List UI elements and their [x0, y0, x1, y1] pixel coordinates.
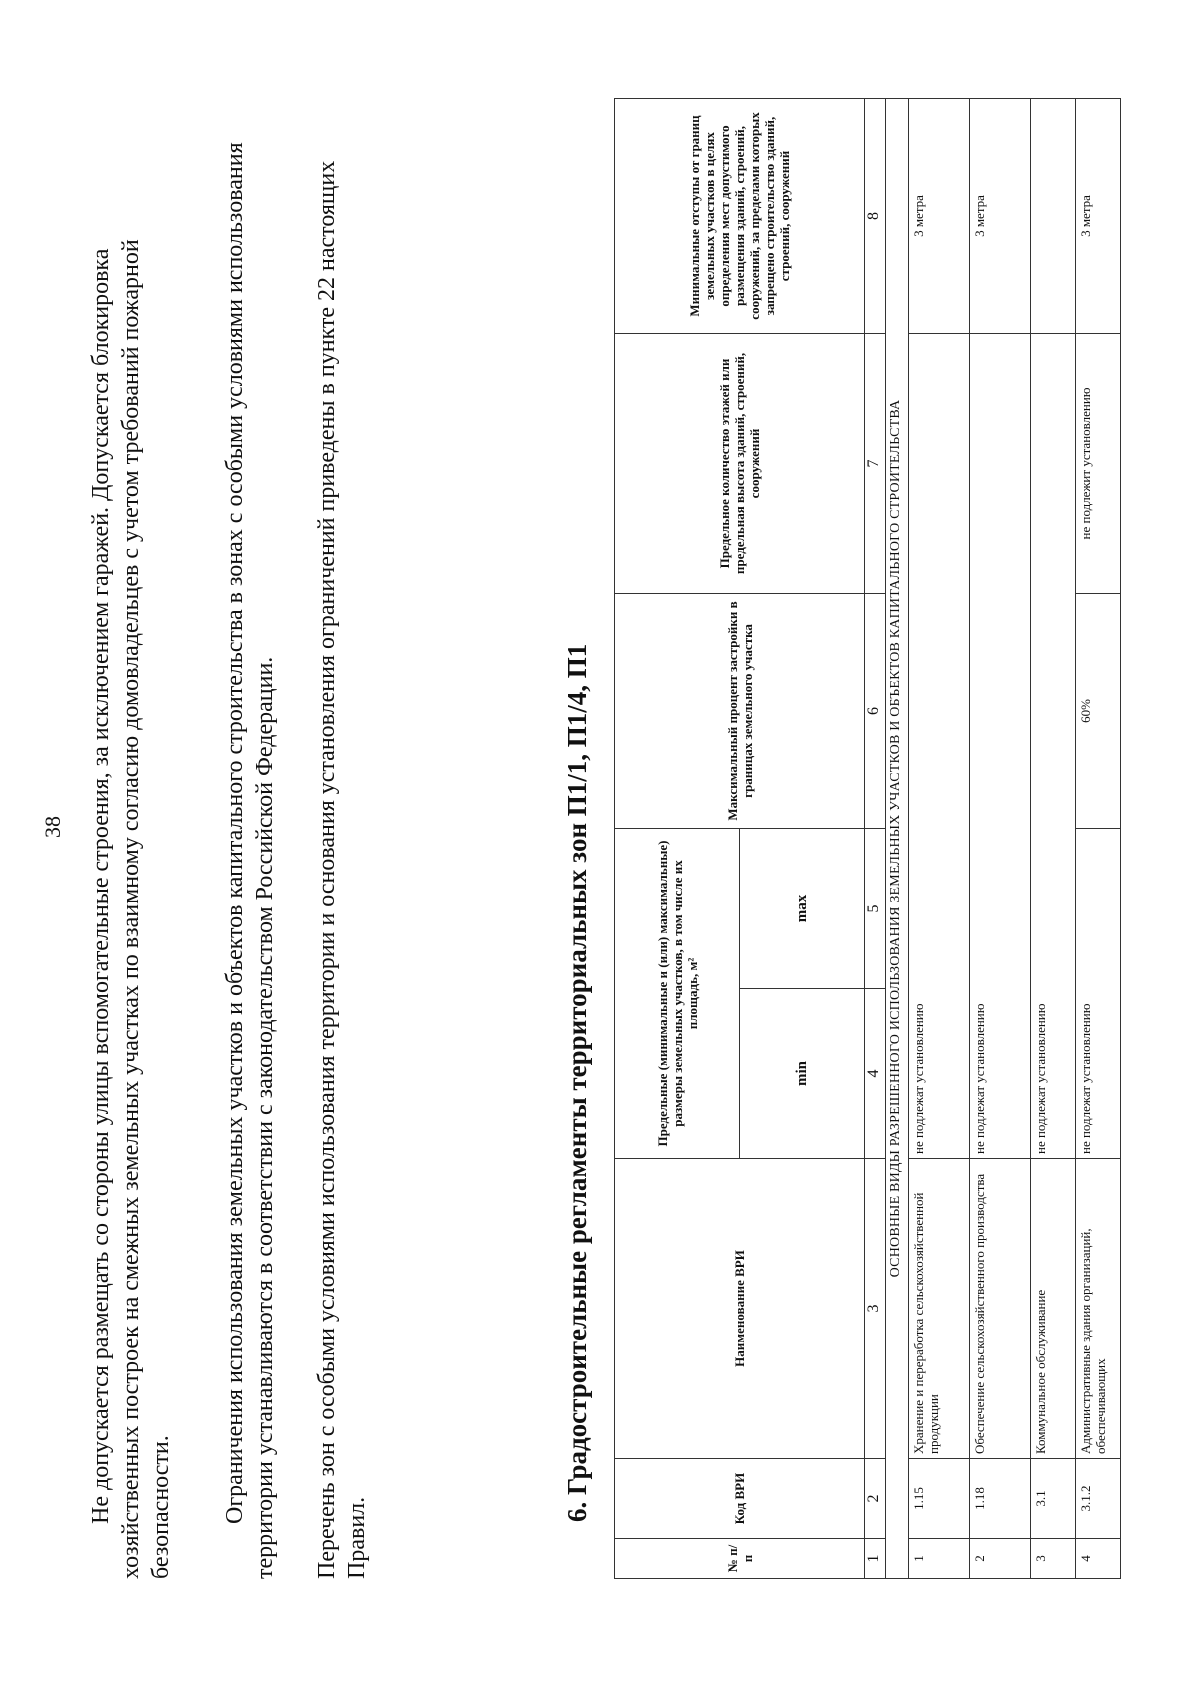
- row-setback: 3 метра: [909, 98, 970, 333]
- row-name: Административные здания организаций, обеспечивающих: [1076, 1159, 1121, 1459]
- column-number: 7: [865, 333, 886, 593]
- paragraph-zone-restrictions: Ограничения использования земельных участков и объектов капитального строительства в зонах с особыми условиями использования территории устанавливаются в соответствии с законодательством Российской Федерации.: [222, 142, 278, 1579]
- column-number: 2: [865, 1459, 886, 1539]
- row-code: 1.15: [909, 1459, 970, 1539]
- column-number-row: [865, 98, 886, 1578]
- row-num: 1: [909, 1539, 970, 1579]
- section-heading: 6. Градостроительные регламенты территориальных зон П1/1, П1/4, П1: [562, 643, 592, 1522]
- table-row: [909, 98, 970, 1578]
- paragraph-zone-list: Перечень зон с особыми условиями использования территории и основания установления ограничений приведены в пункте 22 настоящих Правил.: [314, 160, 370, 1579]
- row-percent: 60%: [1076, 593, 1121, 828]
- row-merged-value: не подлежат установлению: [909, 333, 970, 1158]
- table-row: [1076, 98, 1121, 1578]
- header-min: min: [740, 989, 865, 1159]
- header-max-percent: Максимальный процент застройки в границах земельного участка: [615, 593, 865, 828]
- table-header-row: [615, 98, 740, 1578]
- column-number: 3: [865, 1159, 886, 1459]
- regulations-table: [614, 98, 1121, 1579]
- row-num: 4: [1076, 1539, 1121, 1579]
- row-merged-value: не подлежат установлению: [970, 333, 1031, 1158]
- row-setback: 3 метра: [970, 98, 1031, 333]
- page-number: 38: [40, 816, 65, 838]
- column-number: 8: [865, 98, 886, 333]
- header-num: № п/п: [615, 1539, 865, 1579]
- row-setback: 3 метра: [1076, 98, 1121, 333]
- row-code: 1.18: [970, 1459, 1031, 1539]
- section-row: [886, 98, 909, 1578]
- row-name: Обеспечение сельскохозяйственного производства: [970, 1159, 1031, 1459]
- paragraph-auxiliary-buildings: Не допускается размещать со стороны улицы вспомогательные строения, за исключением гаражей. Допускается блокировка хозяйственных построек на смежных земельных участках по взаимному согласию домовладельцев с учетом требований пожарной безопасности.: [88, 239, 174, 1579]
- row-code: 3.1: [1031, 1459, 1076, 1539]
- row-num: 2: [970, 1539, 1031, 1579]
- column-number: 6: [865, 593, 886, 828]
- section-title: ОСНОВНЫЕ ВИДЫ РАЗРЕШЕННОГО ИСПОЛЬЗОВАНИЯ ЗЕМЕЛЬНЫХ УЧАСТКОВ И ОБЪЕКТОВ КАПИТАЛЬНОГО СТРОИТЕЛЬСТВА: [886, 98, 909, 1578]
- table-row: [1031, 98, 1076, 1578]
- table-row: [970, 98, 1031, 1578]
- column-number: 4: [865, 989, 886, 1159]
- row-floors: не подлежит установлению: [1076, 333, 1121, 593]
- row-setback: [1031, 98, 1076, 333]
- header-size-group: Предельные (минимальные и (или) максимальные) размеры земельных участков, в том числе их площадь, м²: [615, 828, 740, 1158]
- header-setbacks: Минимальные отступы от границ земельных участков в целях определения мест допустимого размещения зданий, строений, сооружений, за пределами которых запрещено строительство зданий, строений, сооружений: [615, 98, 865, 333]
- header-code: Код ВРИ: [615, 1459, 865, 1539]
- header-floors: Предельное количество этажей или предельная высота зданий, строений, сооружений: [615, 333, 865, 593]
- row-code: 3.1.2: [1076, 1459, 1121, 1539]
- header-max: max: [740, 828, 865, 988]
- row-name: Хранение и переработка сельскохозяйственной продукции: [909, 1159, 970, 1459]
- row-name: Коммунальное обслуживание: [1031, 1159, 1076, 1459]
- column-number: 1: [865, 1539, 886, 1579]
- row-merged-value: не подлежат установлению: [1031, 333, 1076, 1158]
- column-number: 5: [865, 828, 886, 988]
- row-merged-value: не подлежат установлению: [1076, 828, 1121, 1158]
- row-num: 3: [1031, 1539, 1076, 1579]
- header-name: Наименование ВРИ: [615, 1159, 865, 1459]
